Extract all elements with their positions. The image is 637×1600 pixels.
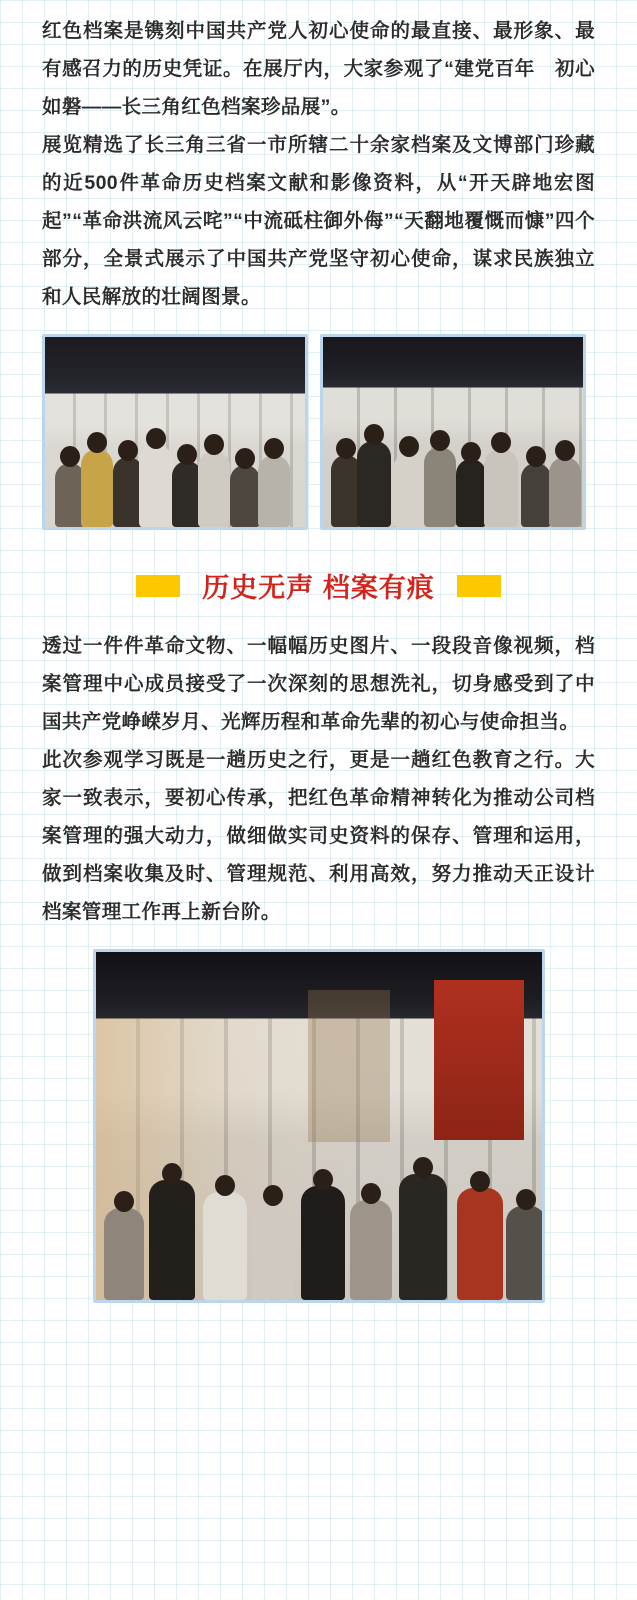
paragraph-1: 红色档案是镌刻中国共产党人初心使命的最直接、最形象、最有感召力的历史凭证。在展厅内，大家参观了“建党百年 初心如磐——长三角红色档案珍品展”。 <box>42 20 595 118</box>
group-visit-photo-image <box>96 952 542 1300</box>
heading-bar-left-icon <box>136 575 180 597</box>
paragraph-4: 此次参观学习既是一趟历史之行，更是一趟红色教育之行。大家一致表示，要初心传承，把红色革命精神转化为推动公司档案管理的强大动力，做细做实司史资料的保存、管理和运用，做到档案收集及时、管理规范、利用高效，努力推动天正设计档案管理工作再上新台阶。 <box>42 749 595 923</box>
section-heading <box>42 566 595 605</box>
exhibition-photo-left-image <box>45 337 305 527</box>
conclusion-section <box>42 627 595 931</box>
section-heading-text: 历史无声 档案有痕 <box>202 573 435 603</box>
heading-bar-right-icon <box>457 575 501 597</box>
paragraph-2: 展览精选了长三角三省一市所辖二十余家档案及文博部门珍藏的近500件革命历史档案文献和影像资料，从“开天辟地宏图起”“革命洪流风云咤”“中流砥柱御外侮”“天翻地覆慨而慷”四个部分，全景式展示了中国共产党坚守初心使命，谋求民族独立和人民解放的壮阔图景。 <box>42 134 595 308</box>
exhibition-photo-right <box>320 334 586 530</box>
crowd-silhouettes <box>96 1105 542 1300</box>
crowd-silhouettes <box>323 409 583 527</box>
intro-section <box>42 0 595 316</box>
photo-row-top <box>42 334 595 530</box>
exhibition-photo-left <box>42 334 308 530</box>
paragraph-3: 透过一件件革命文物、一幅幅历史图片、一段段音像视频，档案管理中心成员接受了一次深刻的思想洗礼，切身感受到了中国共产党峥嵘岁月、光辉历程和革命先辈的初心与使命担当。 <box>42 635 595 733</box>
group-visit-photo <box>93 949 545 1303</box>
crowd-silhouettes <box>45 409 305 527</box>
exhibition-photo-right-image <box>323 337 583 527</box>
photo-row-bottom <box>42 949 595 1303</box>
